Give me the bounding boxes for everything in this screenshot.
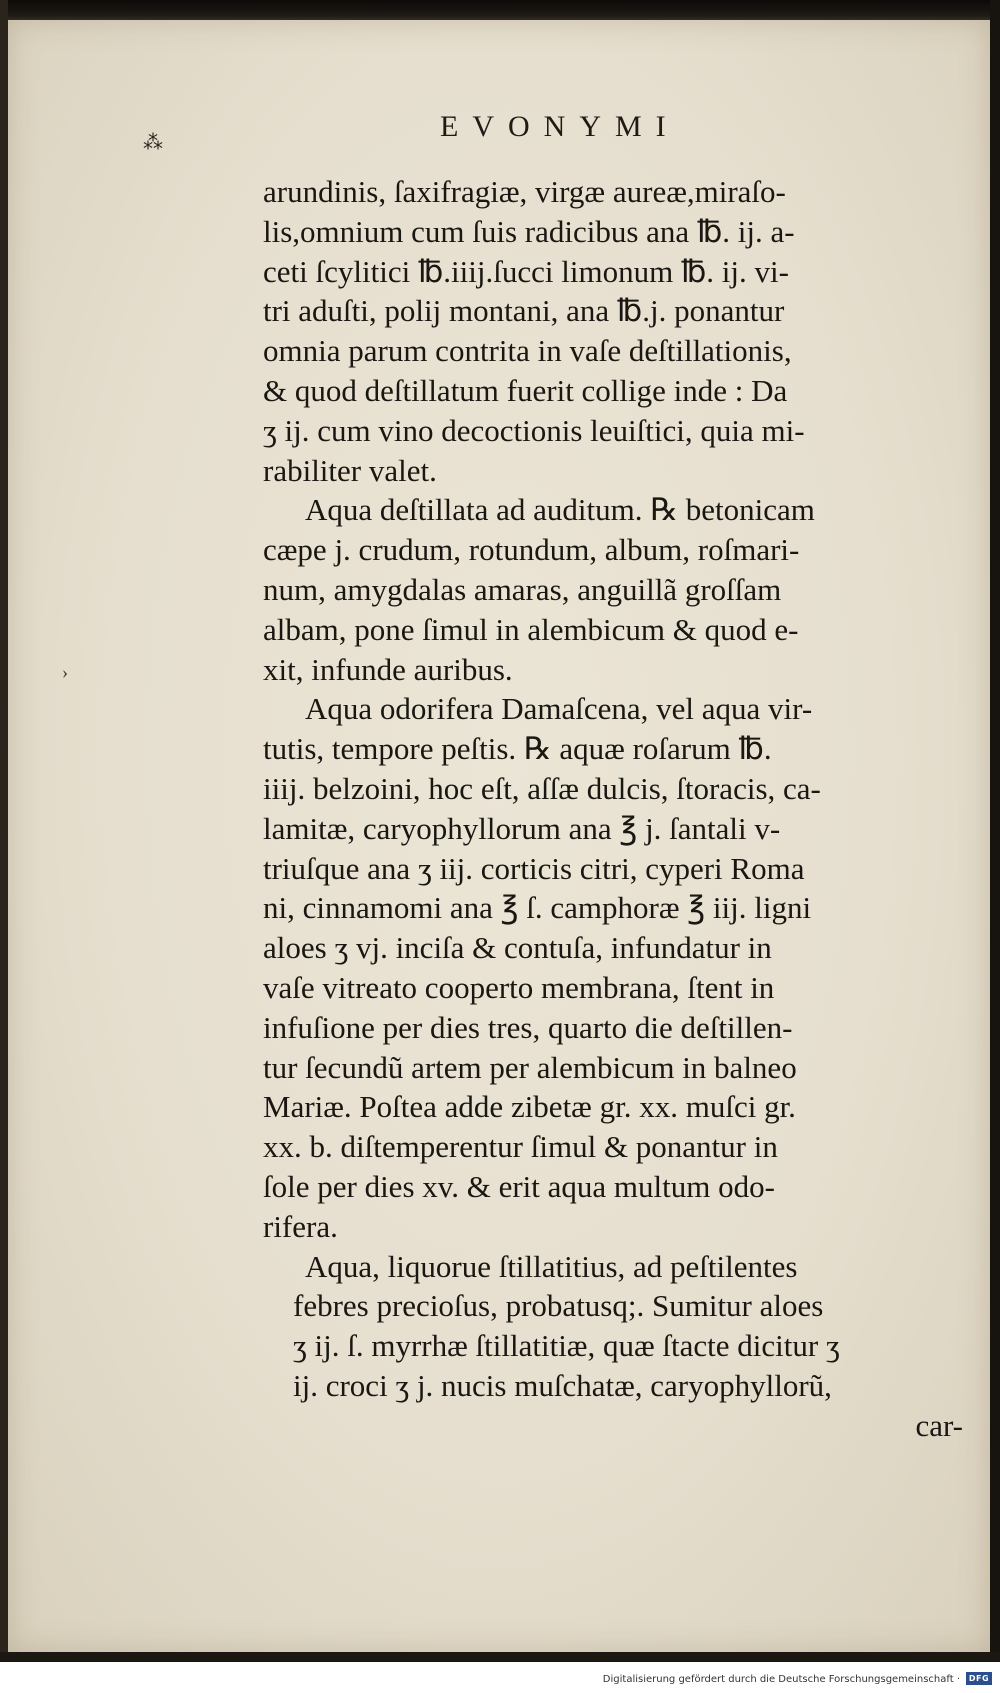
page-body-text xyxy=(263,172,963,1446)
text-line: rifera. xyxy=(263,1208,338,1244)
text-line: omnia parum contrita in vaſe deſtillationis, xyxy=(263,333,792,369)
text-line: tur ſecundũ artem per alembicum in balneo xyxy=(263,1049,797,1085)
funding-credit: Digitalisierung gefördert durch die Deutsche Forschungsgemeinschaft · xyxy=(602,1674,960,1685)
text-line: xx. b. diſtemperentur ſimul & ponantur in xyxy=(263,1129,778,1165)
text-line: iiij. belzoini, hoc eſt, aſſæ dulcis, ſtoracis, ca- xyxy=(263,770,821,806)
catchword: car- xyxy=(915,1407,963,1443)
text-line: xit, infunde auribus. xyxy=(263,651,513,687)
text-line: & quod deſtillatum fuerit collige inde : Da xyxy=(263,372,788,408)
text-line: cæpe j. crudum, rotundum, album, roſmari- xyxy=(263,532,800,568)
text-line: ſole per dies xv. & erit aqua multum odo- xyxy=(263,1168,775,1204)
text-line: arundinis, ſaxifragiæ, virgæ aureæ,miraſo- xyxy=(263,174,786,209)
page-mark: ⁂ xyxy=(143,132,163,154)
text-line: ceti ſcylitici ℔.iiij.ſucci limonum ℔. ij. vi- xyxy=(263,253,789,289)
text-line: tutis, tempore peſtis. ℞ aquæ roſarum ℔. xyxy=(263,731,772,767)
text-line: albam, pone ſimul in alembicum & quod e- xyxy=(263,611,799,647)
dfg-logo: DFG xyxy=(966,1672,992,1685)
text-line: lamitæ, caryophyllorum ana ℥ j. ſantali v- xyxy=(263,810,781,846)
text-line: Mariæ. Poſtea adde zibetæ gr. xx. muſci gr. xyxy=(263,1089,796,1125)
footer-strip xyxy=(0,1662,1000,1693)
book-bottom-edge xyxy=(0,1652,1000,1662)
text-line: rabiliter valet. xyxy=(263,452,437,488)
text-line: ni, cinnamomi ana ℥ ſ. camphoræ ℥ iij. ligni xyxy=(263,890,812,926)
text-line: vaſe vitreato cooperto membrana, ſtent in xyxy=(263,969,775,1005)
paragraph-start-line: Aqua deſtillata ad auditum. ℞ betonicam xyxy=(305,492,815,528)
paragraph-start-line: Aqua odorifera Damaſcena, vel aqua vir- xyxy=(305,691,813,727)
text-line: lis,omnium cum ſuis radicibus ana ℔. ij. a- xyxy=(263,213,795,249)
text-line: ʒ ij. ſ. myrrhæ ſtillatitiæ, quæ ſtacte dicitur ʒ xyxy=(293,1328,840,1364)
text-line: aloes ʒ vj. inciſa & contuſa, infundatur in xyxy=(263,930,772,966)
text-line: febres precioſus, probatusq;. Sumitur aloes xyxy=(293,1288,824,1324)
text-line: ʒ ij. cum vino decoctionis leuiſtici, quia mi- xyxy=(263,412,805,448)
running-head: EVONYMI xyxy=(440,110,680,143)
text-line: triuſque ana ʒ iij. corticis citri, cyperi Roma xyxy=(263,850,805,886)
paragraph-start-line: Aqua, liquorue ſtillatitius, ad peſtilentes xyxy=(305,1248,798,1284)
book-top-edge xyxy=(0,0,1000,22)
text-line: num, amygdalas amaras, anguillã groſſam xyxy=(263,571,782,607)
book-left-edge xyxy=(0,0,8,1660)
text-line: ij. croci ʒ j. nucis muſchatæ, caryophyllorũ, xyxy=(293,1367,832,1403)
book-right-edge xyxy=(990,0,1000,1660)
margin-tick: › xyxy=(62,662,68,682)
text-line: infuſione per dies tres, quarto die deſtillen- xyxy=(263,1009,793,1045)
text-line: tri aduſti, polij montani, ana ℔.j. ponantur xyxy=(263,293,785,329)
